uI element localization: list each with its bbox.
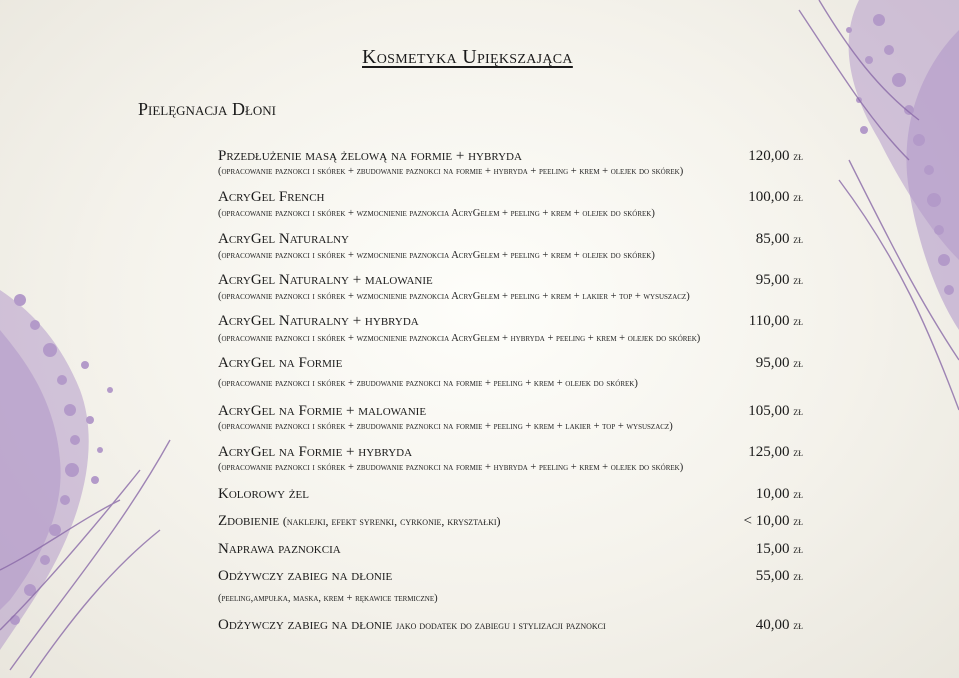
currency-label: zł xyxy=(793,273,803,287)
price-item xyxy=(218,486,803,506)
item-name: AcryGel na Formie + malowanie xyxy=(218,403,427,419)
item-price xyxy=(756,568,803,585)
item-price xyxy=(756,541,803,558)
item-description: (opracowanie paznokci i skórek + zbudowanie paznokci na formie + peeling + krem + lakier + top + wysuszacz) xyxy=(218,421,673,432)
item-name: Kolorowy żel xyxy=(218,486,309,502)
price-item xyxy=(218,189,803,219)
item-name: AcryGel Naturalny + malowanie xyxy=(218,272,433,288)
price-value: 15,00 xyxy=(755,541,790,557)
section-title: Pielęgnacja Dłoni xyxy=(138,99,276,119)
item-price xyxy=(756,355,803,372)
price-item xyxy=(218,568,803,604)
currency-label: zł xyxy=(793,356,803,370)
price-value: 110,00 xyxy=(748,313,790,329)
price-item xyxy=(218,617,803,637)
item-note: (naklejki, efekt syrenki, cyrkonie, kryształki) xyxy=(282,514,501,528)
price-item xyxy=(218,313,803,344)
currency-label: zł xyxy=(793,514,803,528)
item-name xyxy=(218,513,501,530)
currency-label: zł xyxy=(793,404,803,418)
currency-label: zł xyxy=(793,487,803,501)
price-item xyxy=(218,444,803,473)
item-description: (opracowanie paznokci i skórek + zbudowanie paznokci na formie + hybryda + peeling + krem + olejek do skórek) xyxy=(218,462,684,473)
currency-label: zł xyxy=(793,190,803,204)
item-description: (opracowanie paznokci i skórek + wzmocnienie paznokcia AcryGelem + peeling + krem + lakier + top + wysuszacz) xyxy=(218,291,690,302)
item-price xyxy=(748,403,803,420)
item-name: AcryGel na Formie xyxy=(218,355,343,371)
price-item xyxy=(218,231,803,261)
currency-label: zł xyxy=(793,314,803,328)
item-price xyxy=(749,313,803,330)
price-prefix: < xyxy=(743,513,752,529)
item-name-text: Zdobienie xyxy=(218,513,280,529)
item-name: AcryGel Naturalny + hybryda xyxy=(218,313,419,329)
price-value: 95,00 xyxy=(755,355,790,371)
item-description: (peeling,ampułka, maska, krem + rękawice termiczne) xyxy=(218,593,438,604)
item-price xyxy=(756,231,803,248)
item-price xyxy=(748,444,803,461)
price-item xyxy=(218,403,803,432)
item-description: (opracowanie paznokci i skórek + wzmocnienie paznokcia AcryGelem + hybryda + peeling + krem + olejek do skórek) xyxy=(218,333,701,344)
item-name: Naprawa paznokcia xyxy=(218,541,341,557)
currency-label: zł xyxy=(793,445,803,459)
currency-label: zł xyxy=(793,149,803,163)
item-note: jako dodatek do zabiegu i stylizacji paznokci xyxy=(395,618,606,632)
price-value: 120,00 xyxy=(748,148,790,164)
item-name-text: Odżywczy zabieg na dłonie xyxy=(218,617,393,633)
price-item xyxy=(218,148,803,177)
currency-label: zł xyxy=(793,569,803,583)
item-name: Odżywczy zabieg na dłonie xyxy=(218,568,393,584)
item-name: AcryGel French xyxy=(218,189,325,205)
page-title: Kosmetyka Upiększająca xyxy=(362,46,573,68)
item-description: (opracowanie paznokci i skórek + zbudowanie paznokci na formie + peeling + krem + olejek do skórek) xyxy=(218,378,638,389)
item-name: Przedłużenie masą żelową na formie + hybryda xyxy=(218,148,522,164)
price-item xyxy=(218,513,803,533)
currency-label: zł xyxy=(793,618,803,632)
price-item xyxy=(218,272,803,302)
item-price xyxy=(748,189,803,206)
currency-label: zł xyxy=(793,542,803,556)
item-description: (opracowanie paznokci i skórek + zbudowanie paznokci na formie + hybryda + peeling + krem + olejek do skórek) xyxy=(218,166,684,177)
item-name: AcryGel Naturalny xyxy=(218,231,349,247)
item-price xyxy=(756,272,803,289)
price-value: 125,00 xyxy=(748,444,790,460)
price-value: 40,00 xyxy=(755,617,790,633)
currency-label: zł xyxy=(793,232,803,246)
item-name: AcryGel na Formie + hybryda xyxy=(218,444,413,460)
item-description: (opracowanie paznokci i skórek + wzmocnienie paznokcia AcryGelem + peeling + krem + olejek do skórek) xyxy=(218,208,655,219)
price-value: 95,00 xyxy=(755,272,790,288)
price-value: 100,00 xyxy=(748,189,790,205)
price-value: 10,00 xyxy=(755,486,790,502)
item-price xyxy=(748,148,803,165)
price-value: 85,00 xyxy=(755,231,790,247)
item-name xyxy=(218,617,606,634)
item-description: (opracowanie paznokci i skórek + wzmocnienie paznokcia AcryGelem + peeling + krem + olejek do skórek) xyxy=(218,250,655,261)
price-value: 55,00 xyxy=(755,568,790,584)
price-value: 10,00 xyxy=(755,513,790,529)
price-item xyxy=(218,541,803,561)
item-price xyxy=(756,617,803,634)
item-price xyxy=(756,486,803,503)
item-price xyxy=(744,513,804,530)
price-value: 105,00 xyxy=(748,403,790,419)
price-item xyxy=(218,355,803,389)
